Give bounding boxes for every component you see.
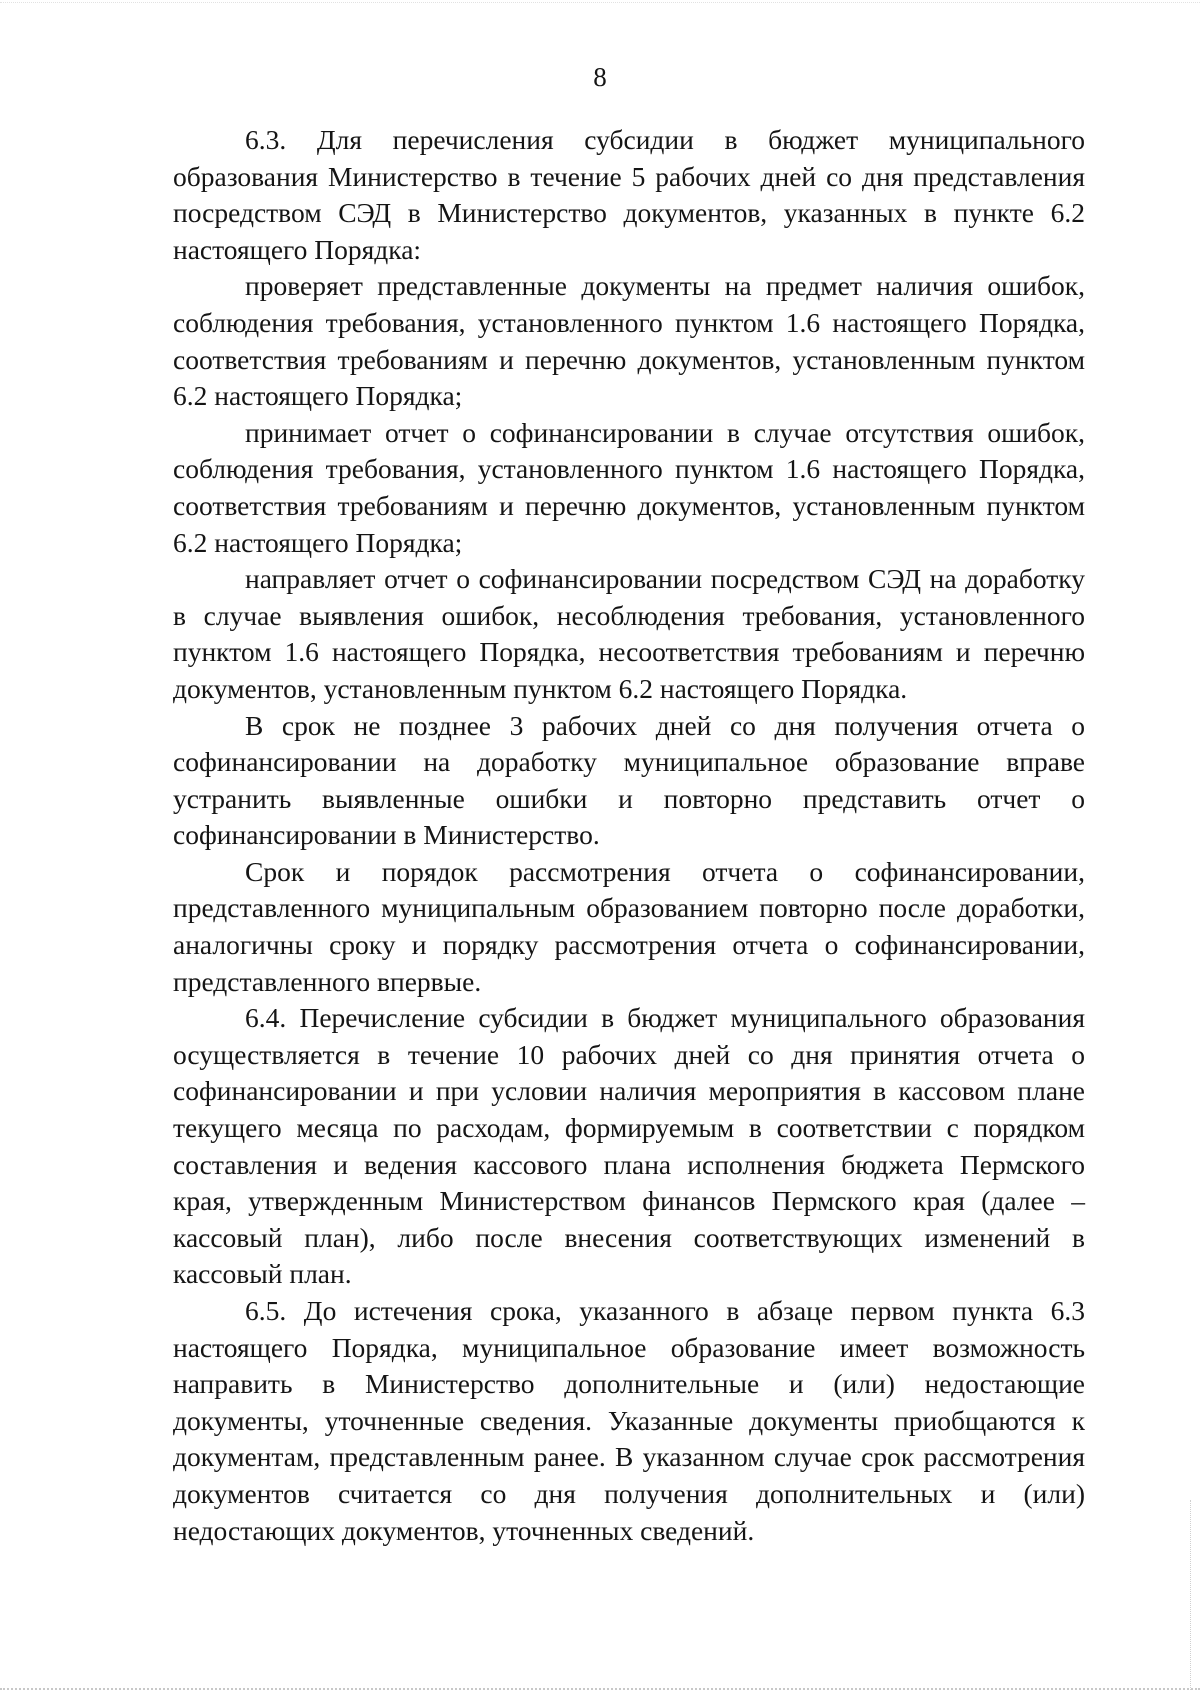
paragraph-6-4: 6.4. Перечисление субсидии в бюджет муниципального образования осуществляется в течение 10 рабочих дней со дня принятия отчета о софинансировании и при условии наличия мероприятия в кассовом плане текущего месяца по расходам, формируемым в соответствии с порядком составления и ведения кассового плана исполнения бюджета Пермского края, утвержденным Министерством финансов Пермского края (далее – кассовый план), либо после внесения соответствующих изменений в кассовый план. <box>173 1002 1085 1290</box>
page-number: 8 <box>593 62 607 92</box>
document-body <box>173 122 1085 1549</box>
paragraph-6-5: 6.5. До истечения срока, указанного в абзаце первом пункта 6.3 настоящего Порядка, муниципальное образование имеет возможность направить в Министерство дополнительные и (или) недостающие документы, уточненные сведения. Указанные документы приобщаются к документам, представленным ранее. В указанном случае срок рассмотрения документов считается со дня получения дополнительных и (или) недостающих документов, уточненных сведений. <box>173 1295 1085 1546</box>
paragraph-accepts-report: принимает отчет о софинансировании в случае отсутствия ошибок, соблюдения требования, установленного пунктом 1.6 настоящего Порядка, соответствия требованиям и перечню документов, установленным пунктом 6.2 настоящего Порядка; <box>173 416 1085 558</box>
paragraph-returns-report: направляет отчет о софинансировании посредством СЭД на доработку в случае выявления ошибок, несоблюдения требования, установленного пунктом 1.6 настоящего Порядка, несоответствия требованиям и перечню документов, установленным пунктом 6.2 настоящего Порядка. <box>173 563 1085 704</box>
scan-top-edge <box>0 2 1200 3</box>
scan-right-edge <box>1190 1500 1191 1690</box>
scan-bottom-edge <box>0 1688 1200 1690</box>
paragraph-correction-deadline: В срок не позднее 3 рабочих дней со дня получения отчета о софинансировании на доработку муниципальное образование вправе устранить выявленные ошибки и повторно представить отчет о софинансировании в Министерство. <box>173 709 1085 851</box>
paragraph-6-3: 6.3. Для перечисления субсидии в бюджет муниципального образования Министерство в течение 5 рабочих дней со дня представления посредством СЭД в Министерство документов, указанных в пункте 6.2 настоящего Порядка: <box>173 124 1085 265</box>
paragraph-checks-documents: проверяет представленные документы на предмет наличия ошибок, соблюдения требования, установленного пунктом 1.6 настоящего Порядка, соответствия требованиям и перечню документов, установленным пунктом 6.2 настоящего Порядка; <box>173 270 1085 412</box>
paragraph-review-terms: Срок и порядок рассмотрения отчета о софинансировании, представленного муниципальным образованием повторно после доработки, аналогичны сроку и порядку рассмотрения отчета о софинансировании, представленного впервые. <box>173 855 1085 997</box>
